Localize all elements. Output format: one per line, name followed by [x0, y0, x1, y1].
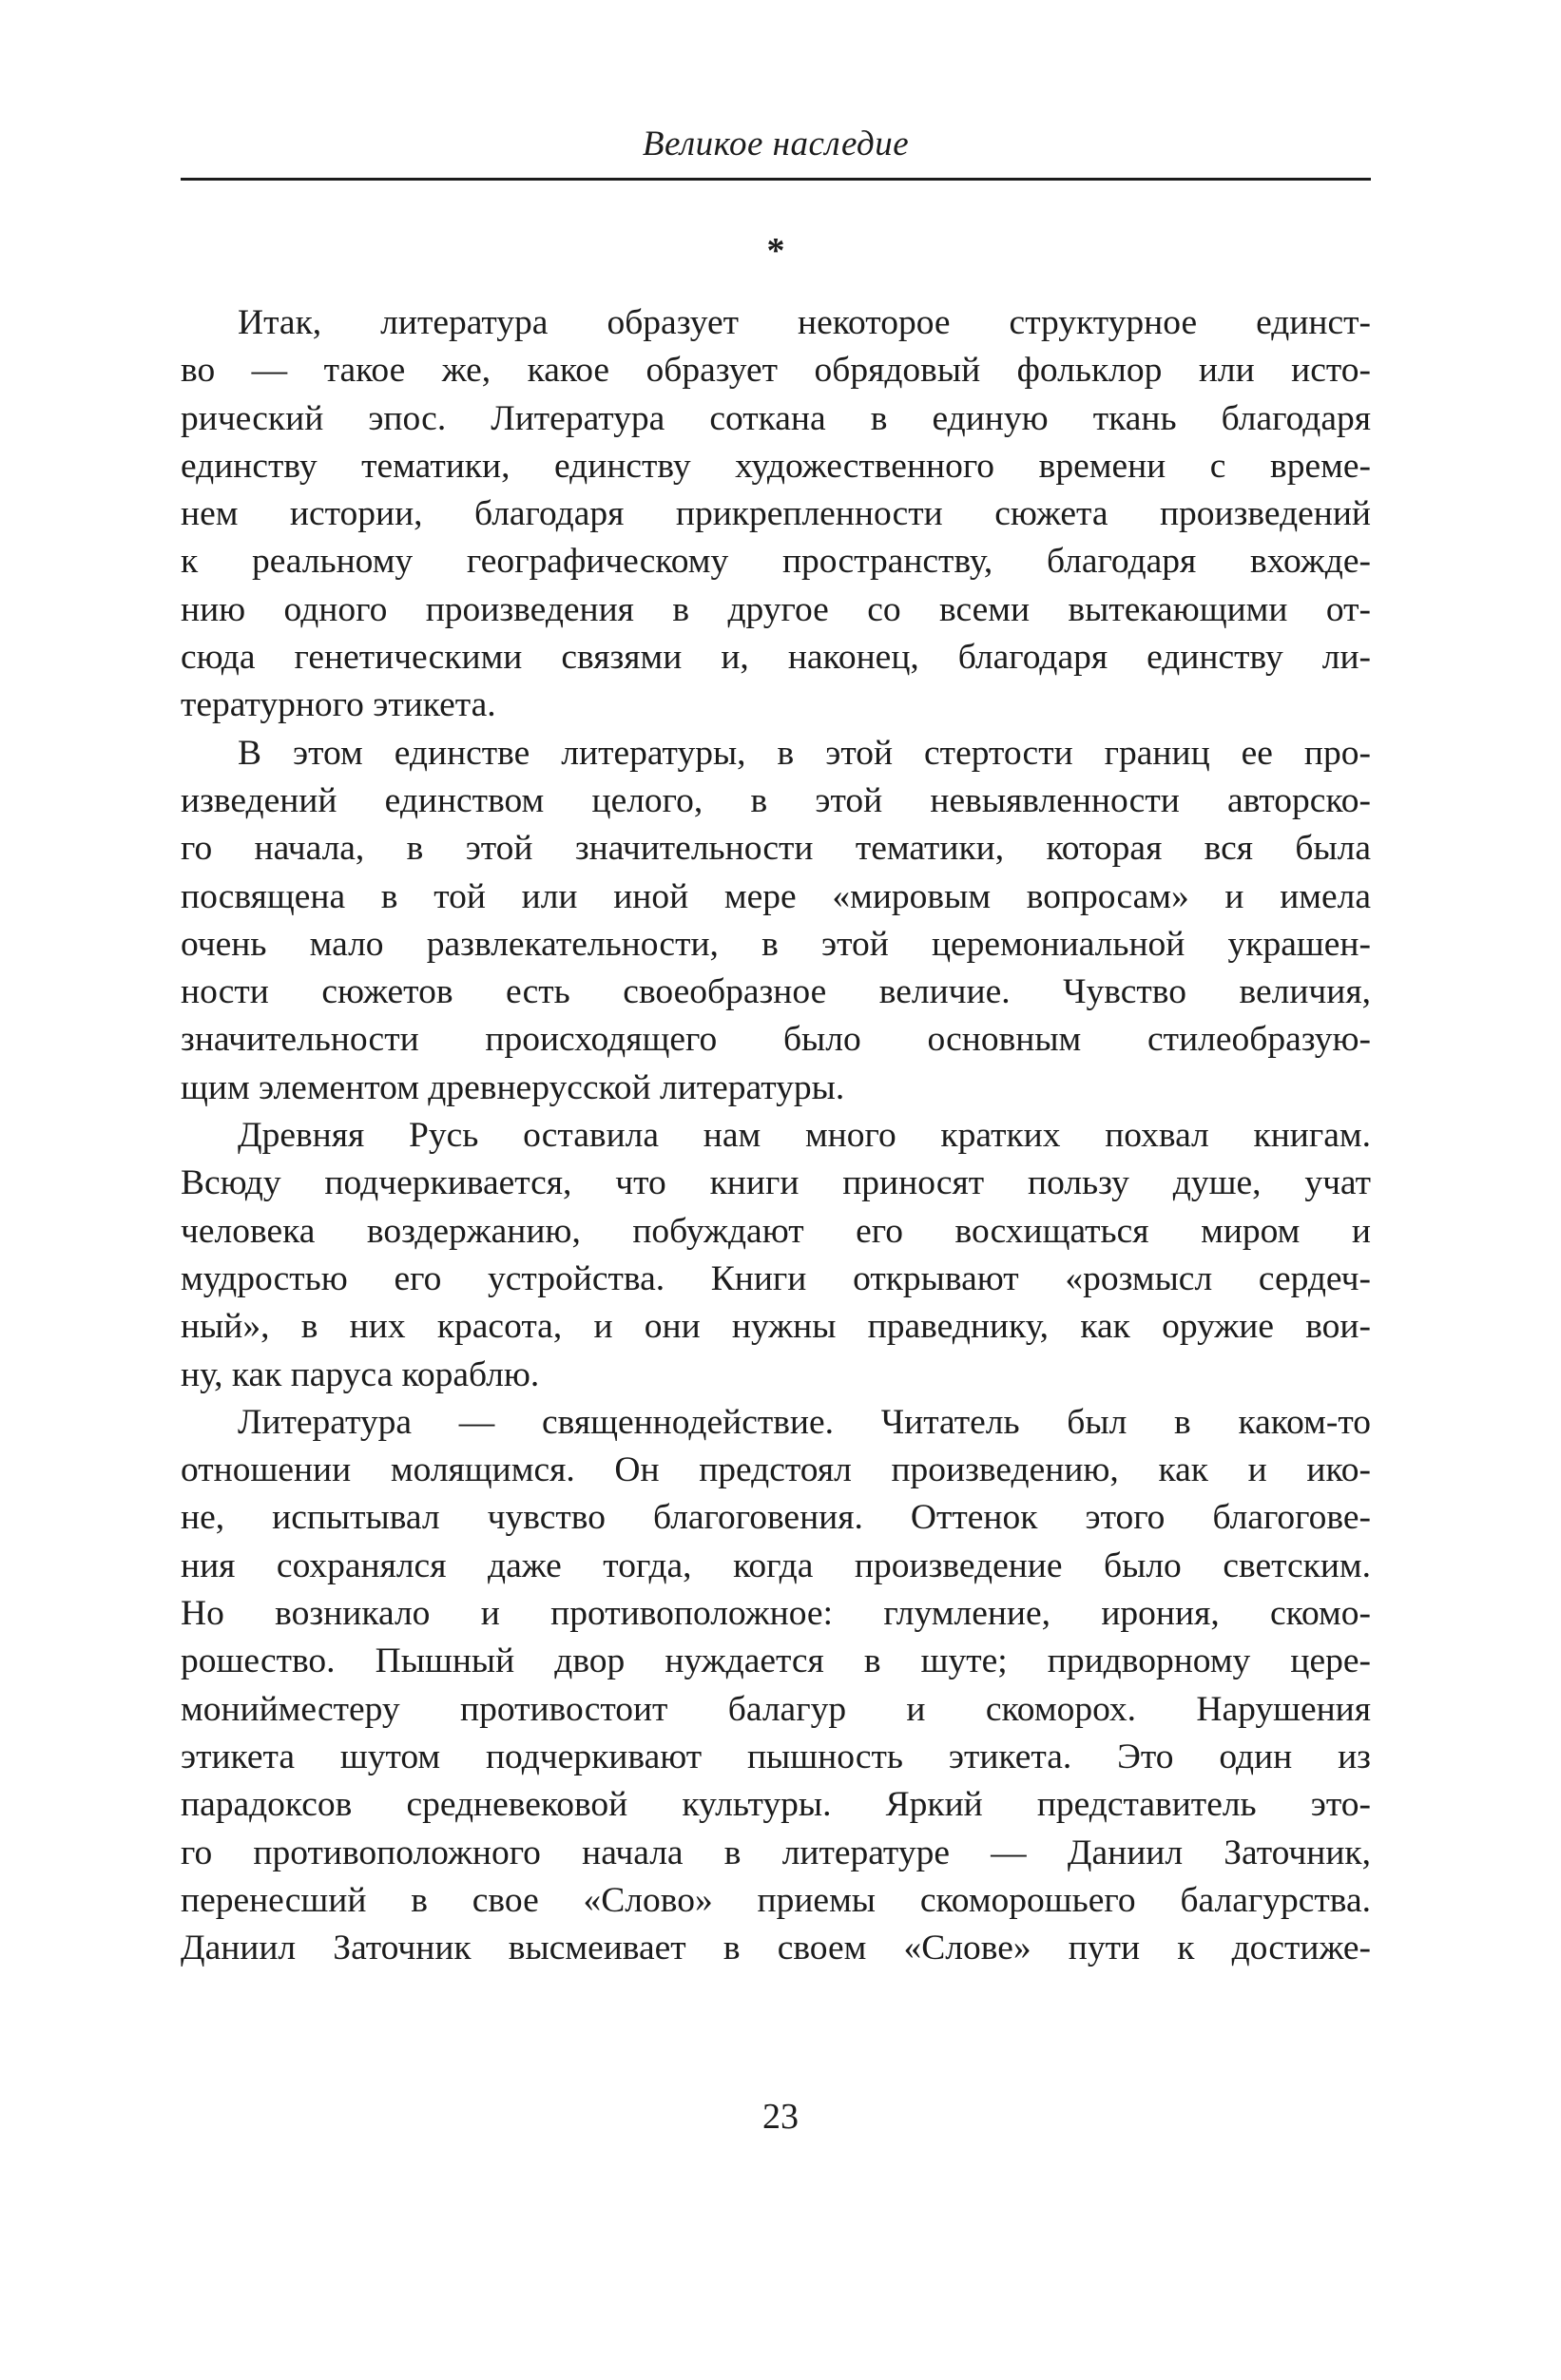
text-line: ности сюжетов есть своеобразное величие. Чувство величия,: [181, 972, 1371, 1012]
text-line: тературного этикета.: [181, 685, 496, 725]
text-line: посвящена в той или иной мере «мировым вопросам» и имела: [181, 876, 1371, 916]
text-line: Даниил Заточник высмеивает в своем «Слове» пути к достиже-: [181, 1929, 1371, 1968]
text-line: человека воздержанию, побуждают его восхищаться миром и: [181, 1211, 1371, 1251]
body-text: [181, 299, 1371, 1972]
running-header: Великое наследие: [642, 125, 910, 163]
page-number: 23: [762, 2097, 799, 2137]
text-line: Всюду подчеркивается, что книги приносят пользу душе, учат: [181, 1163, 1371, 1203]
text-line: этикета шутом подчеркивают пышность этикета. Это один из: [181, 1737, 1371, 1776]
text-line: Но возникало и противоположное: глумление, ирония, скомо-: [181, 1594, 1371, 1634]
text-line: рический эпос. Литература соткана в единую ткань благодаря: [181, 398, 1371, 438]
text-line: рошество. Пышный двор нуждается в шуте; придворному цере-: [181, 1641, 1371, 1681]
text-line: ния сохранялся даже тогда, когда произведение было светским.: [181, 1545, 1371, 1585]
text-line: го начала, в этой значительности тематики, которая вся была: [181, 829, 1371, 869]
text-line: щим элементом древнерусской литературы.: [181, 1067, 845, 1107]
text-line: изведений единством целого, в этой невыявленности авторско-: [181, 780, 1371, 820]
text-line: перенесший в свое «Слово» приемы скоморошьего балагурства.: [181, 1880, 1371, 1920]
text-line: очень мало развлекательности, в этой церемониальной украшен-: [181, 924, 1371, 964]
text-line: значительности происходящего было основным стилеобразую-: [181, 1020, 1371, 1060]
text-line: к реальному географическому пространству, благодаря вхожде-: [181, 542, 1371, 582]
text-line: парадоксов средневековой культуры. Яркий представитель это-: [181, 1785, 1371, 1825]
text-line: не, испытывал чувство благоговения. Оттенок этого благогове-: [181, 1498, 1371, 1538]
text-line: во — такое же, какое образует обрядовый фольклор или исто-: [181, 351, 1371, 391]
text-line: единству тематики, единству художественного времени с време-: [181, 446, 1371, 486]
text-line: отношении молящимся. Он предстоял произведению, как и ико-: [181, 1450, 1371, 1490]
text-line: В этом единстве литературы, в этой стертости границ ее про-: [238, 733, 1371, 773]
section-break-asterisk: *: [766, 231, 785, 271]
text-line: монийместеру противостоит балагур и скоморох. Нарушения: [181, 1689, 1371, 1729]
text-line: мудростью его устройства. Книги открывают «розмысл сердеч-: [181, 1258, 1371, 1298]
text-line: ный», в них красота, и они нужны праведнику, как оружие вои-: [181, 1307, 1371, 1347]
text-line: нем истории, благодаря прикрепленности сюжета произведений: [181, 494, 1371, 534]
text-line: ну, как паруса кораблю.: [181, 1354, 540, 1394]
text-line: нию одного произведения в другое со всеми вытекающими от-: [181, 589, 1371, 629]
text-line: Итак, литература образует некоторое структурное единст-: [238, 303, 1371, 342]
text-line: Литература — священнодействие. Читатель был в каком-то: [238, 1402, 1371, 1442]
header-rule: [181, 178, 1371, 181]
text-line: сюда генетическими связями и, наконец, благодаря единству ли-: [181, 638, 1371, 678]
text-line: Древняя Русь оставила нам много кратких похвал книгам.: [238, 1116, 1371, 1156]
text-line: го противоположного начала в литературе — Даниил Заточник,: [181, 1833, 1371, 1872]
